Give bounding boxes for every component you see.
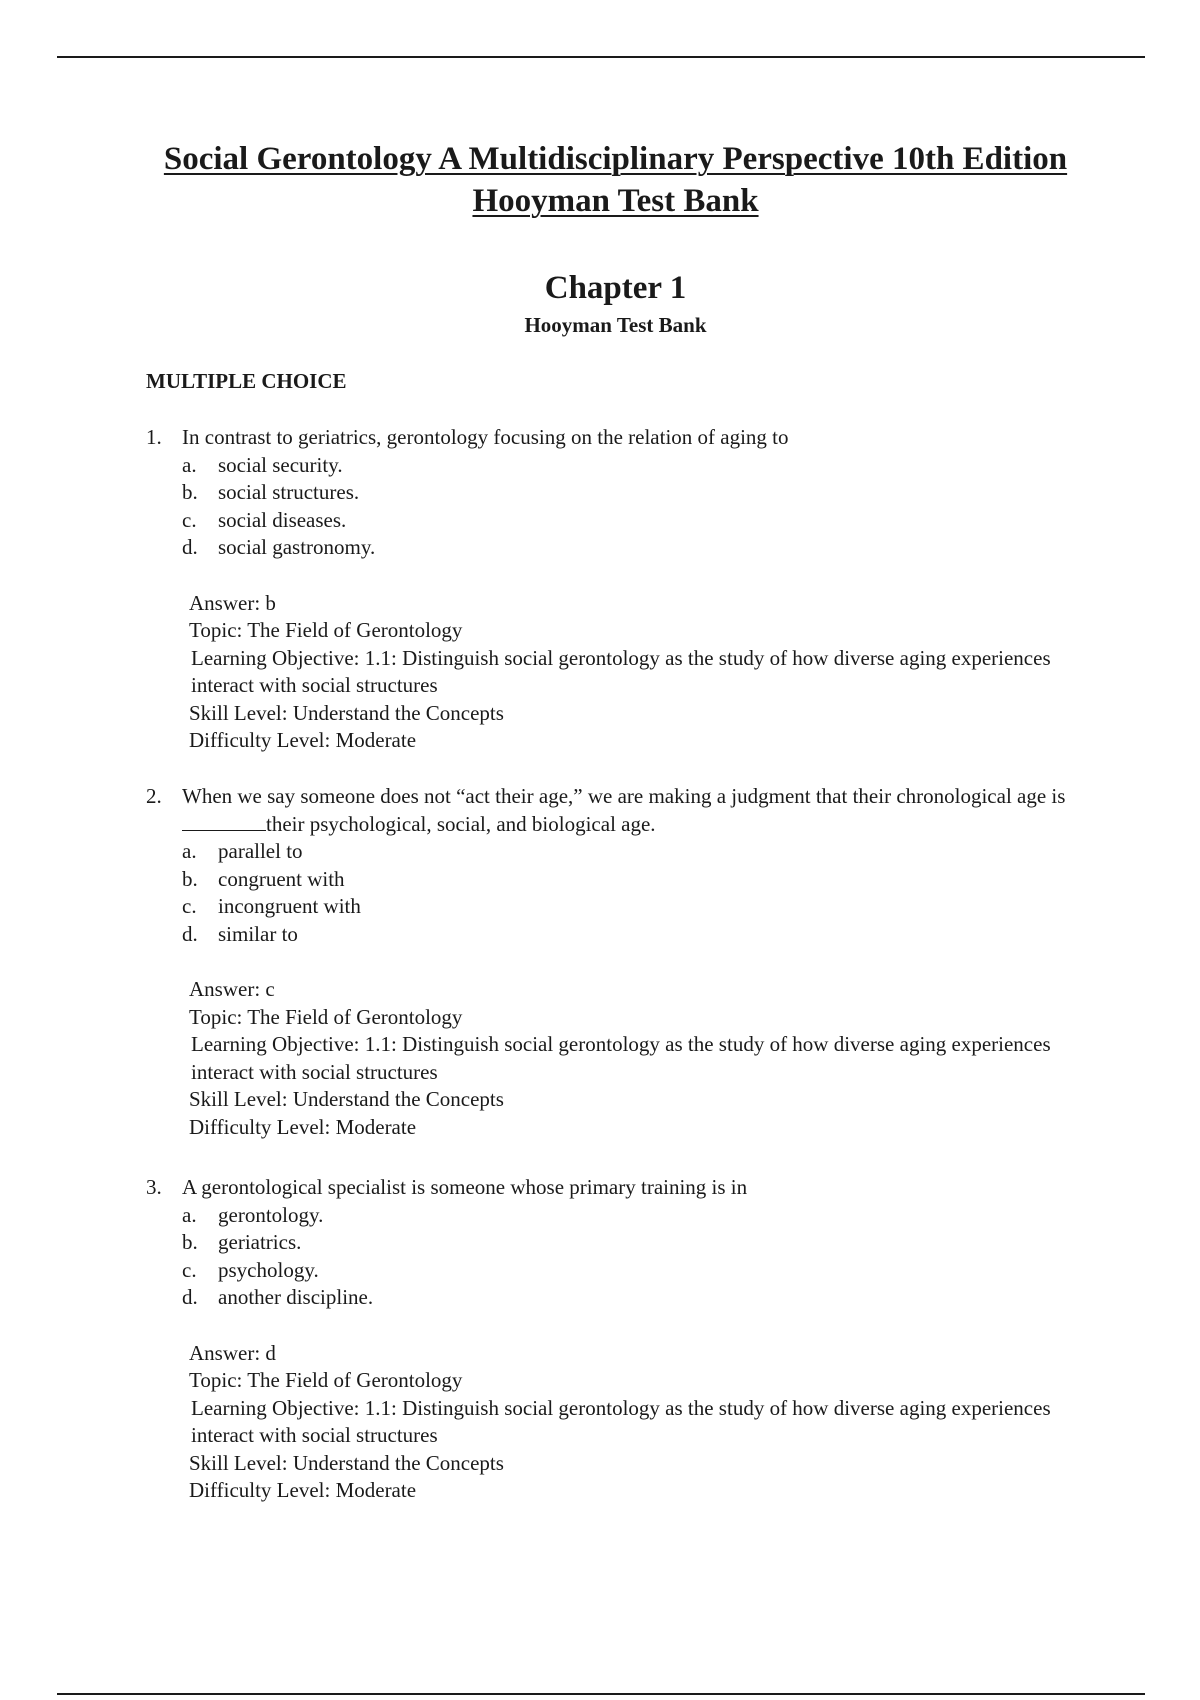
option-d: d. another discipline.	[182, 1285, 374, 1309]
answer-line: Answer: d	[189, 1340, 276, 1365]
skill-level-line: Skill Level: Understand the Concepts	[189, 700, 504, 725]
chapter-subtitle: Hooyman Test Bank	[524, 313, 707, 337]
skill-level-line: Skill Level: Understand the Concepts	[189, 1087, 504, 1111]
option-b: b. social structures.	[182, 480, 360, 504]
answer-options	[146, 452, 1106, 562]
question-stem: A gerontological specialist is someone whose primary training is in	[182, 1175, 748, 1199]
question-stem: In contrast to geriatrics, gerontology focusing on the relation of aging to	[182, 425, 789, 449]
option-c: c. incongruent with	[182, 894, 361, 918]
difficulty-line: Difficulty Level: Moderate	[189, 728, 417, 752]
learning-objective-line: Learning Objective: 1.1: Distinguish social gerontology as the study of how diverse aging experiences interact with social structures	[191, 645, 1051, 697]
answer-options	[146, 838, 1106, 948]
option-a: a. gerontology.	[182, 1202, 324, 1227]
skill-level-line: Skill Level: Understand the Concepts	[189, 1450, 504, 1475]
option-d: d. social gastronomy.	[182, 535, 376, 559]
question-number: 3.	[146, 1175, 162, 1199]
bottom-rule	[57, 1693, 1145, 1695]
document-title: Social Gerontology A Multidisciplinary Perspective 10th Edition Hooyman Test Bank	[163, 141, 1068, 219]
question-number: 1.	[146, 425, 162, 449]
question-stem: When we say someone does not “act their age,” we are making a judgment that their chronological age istheir psychological, social, and biological age.	[182, 784, 1066, 836]
question-number: 2.	[146, 784, 162, 808]
option-d: d. similar to	[182, 921, 298, 946]
fill-in-blank	[182, 812, 266, 831]
answer-metadata	[189, 590, 1106, 755]
question-2	[146, 783, 1106, 1141]
answer-line: Answer: b	[189, 590, 276, 615]
chapter-title: Chapter 1	[544, 270, 687, 306]
option-c: c. social diseases.	[182, 507, 347, 532]
topic-line: Topic: The Field of Gerontology	[189, 1368, 463, 1392]
option-b: b. geriatrics.	[182, 1230, 302, 1254]
answer-line: Answer: c	[189, 977, 275, 1001]
option-b: b. congruent with	[182, 866, 345, 891]
top-rule	[57, 56, 1145, 58]
section-heading: MULTIPLE CHOICE	[146, 369, 347, 393]
learning-objective-line: Learning Objective: 1.1: Distinguish social gerontology as the study of how diverse aging experiences interact with social structures	[191, 1395, 1051, 1447]
question-3	[146, 1174, 1106, 1505]
learning-objective-line: Learning Objective: 1.1: Distinguish social gerontology as the study of how diverse aging experiences interact with social structures	[191, 1032, 1051, 1084]
option-a: a. social security.	[182, 452, 343, 477]
answer-metadata	[189, 1340, 1106, 1505]
option-a: a. parallel to	[182, 839, 303, 863]
answer-metadata	[189, 976, 1106, 1141]
question-1	[146, 424, 1106, 755]
option-c: c. psychology.	[182, 1257, 319, 1282]
answer-options	[146, 1202, 1106, 1312]
difficulty-line: Difficulty Level: Moderate	[189, 1114, 417, 1139]
topic-line: Topic: The Field of Gerontology	[189, 618, 463, 642]
difficulty-line: Difficulty Level: Moderate	[189, 1478, 417, 1502]
topic-line: Topic: The Field of Gerontology	[189, 1004, 463, 1029]
